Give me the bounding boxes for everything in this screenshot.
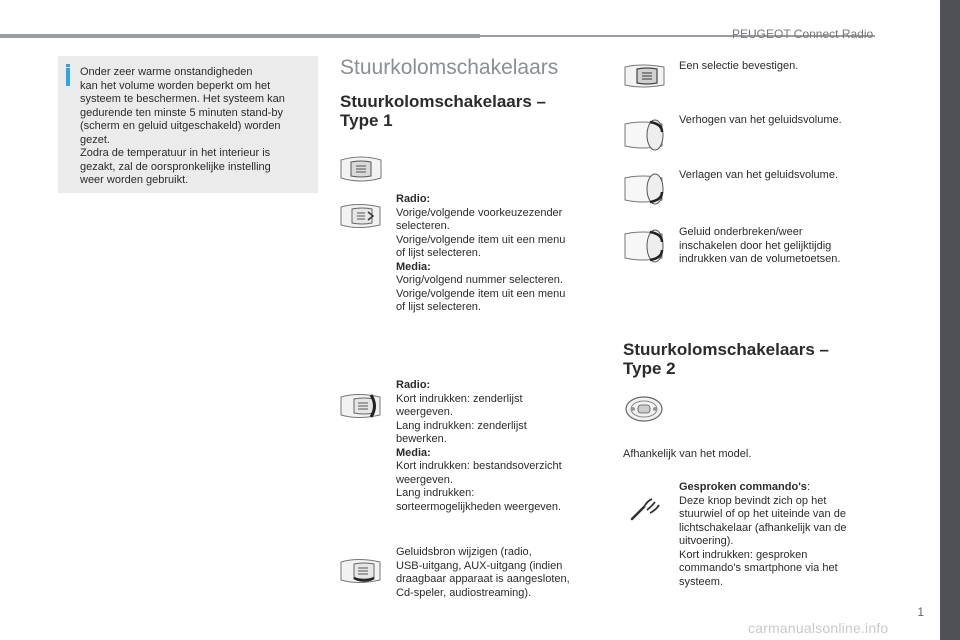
text-line: selecteren. [396, 220, 450, 232]
text-line: lichtschakelaar (afhankelijk van de [679, 521, 847, 534]
watermark: carmanualsonline.info [748, 620, 889, 636]
text-line: weergeven. [396, 473, 453, 486]
stalk-mute-icon [622, 228, 668, 264]
confirm-text: Een selectie bevestigen. [679, 60, 799, 72]
section-title: Stuurkolomschakelaars [340, 56, 559, 79]
type1-block-press [396, 379, 562, 514]
stalk-source-icon [338, 555, 384, 587]
stalk-confirm-icon [622, 61, 668, 91]
type1-block-arrows [396, 193, 565, 315]
radio-label: Radio: [396, 193, 431, 205]
media-label: Media: [396, 446, 431, 459]
voice-command-icon [628, 495, 662, 525]
info-line: (scherm en geluid uitgeschakeld) worden [80, 120, 281, 132]
volume-up-text: Verhogen van het geluidsvolume. [679, 114, 842, 126]
mute-text [679, 226, 840, 267]
text-line: uitvoering). [679, 535, 734, 547]
stalk-volume-up-icon [622, 118, 668, 152]
stalk-press-icon [338, 390, 384, 422]
voice-label: Gesproken commando's [679, 481, 807, 493]
text-line: Lang indrukken: [396, 487, 475, 499]
info-line: gedurende ten minste 5 minuten stand-by [80, 106, 284, 119]
volume-down-text: Verlagen van het geluidsvolume. [679, 169, 838, 181]
voice-colon: : [806, 481, 810, 493]
info-line: weer worden gebruikt. [80, 174, 189, 186]
text-line: Geluidsbron wijzigen (radio, [396, 546, 532, 558]
text-line: Kort indrukken: bestandsoverzicht [396, 460, 562, 472]
text-line: Vorig/volgend nummer selecteren. [396, 274, 563, 286]
text-line: sorteermogelijkheden weergeven. [396, 500, 562, 513]
type1-block-source [396, 546, 570, 600]
text-line: Kort indrukken: gesproken [679, 548, 808, 561]
info-line: Onder zeer warme onstandigheden [80, 66, 253, 78]
info-line: kan het volume worden beperkt om het [80, 79, 271, 92]
model-note: Afhankelijk van het model. [623, 448, 752, 460]
text-line: Lang indrukken: zenderlijst [396, 419, 527, 432]
text-line: Deze knop bevindt zich op het [679, 494, 827, 507]
stalk-volume-down-icon [622, 172, 668, 206]
text-line: Vorige/volgende voorkeuzezender [396, 206, 563, 219]
type1-title [340, 92, 546, 130]
text-line: Cd-speler, audiostreaming). [396, 586, 532, 599]
info-line: gezakt, zal de oorspronkelijke instelling [80, 160, 271, 173]
info-icon-dot [66, 64, 70, 67]
text-line: USB-uitgang, AUX-uitgang (indien [396, 559, 563, 572]
type2-title-line: Type 2 [623, 359, 676, 378]
text-line: Vorige/volgende item uit een menu [396, 287, 566, 300]
radio-label: Radio: [396, 379, 431, 391]
media-label: Media: [396, 260, 431, 273]
type2-title-line: Stuurkolomschakelaars – [623, 340, 829, 359]
info-line: systeem te beschermen. Het systeem kan [80, 93, 285, 105]
info-line: Zodra de temperatuur in het interieur is [80, 147, 271, 159]
stalk-arrows-icon [338, 200, 384, 232]
type1-title-line: Type 1 [340, 111, 393, 130]
stalk-overview-icon [338, 152, 384, 186]
text-line: weergeven. [396, 406, 453, 418]
info-icon-bar [66, 68, 70, 86]
header-rule-thick [0, 34, 480, 38]
page-number: 1 [917, 605, 924, 619]
text-line: systeem. [679, 575, 724, 588]
voice-command-text [679, 481, 847, 589]
text-line: Geluid onderbreken/weer [679, 226, 803, 238]
text-line: indrukken van de volumetoetsen. [679, 253, 841, 265]
text-line: draagbaar apparaat is aangesloten, [396, 573, 570, 585]
info-box [58, 56, 318, 193]
text-line: inschakelen door het gelijktijdig [679, 239, 832, 252]
info-line: gezet. [80, 133, 110, 146]
steering-wheel-icon [624, 395, 664, 423]
text-line: of lijst selecteren. [396, 247, 481, 259]
type1-title-line: Stuurkolomschakelaars – [340, 92, 546, 111]
text-line: bewerken. [396, 433, 447, 445]
text-line: Kort indrukken: zenderlijst [396, 392, 523, 405]
text-line: stuurwiel of op het uiteinde van de [679, 508, 846, 520]
type2-title [623, 340, 829, 378]
header-title: PEUGEOT Connect Radio [732, 27, 874, 41]
text-line: Vorige/volgende item uit een menu [396, 233, 566, 246]
page-edge-tab [940, 0, 960, 640]
text-line: of lijst selecteren. [396, 301, 481, 313]
text-line: commando's smartphone via het [679, 562, 838, 574]
